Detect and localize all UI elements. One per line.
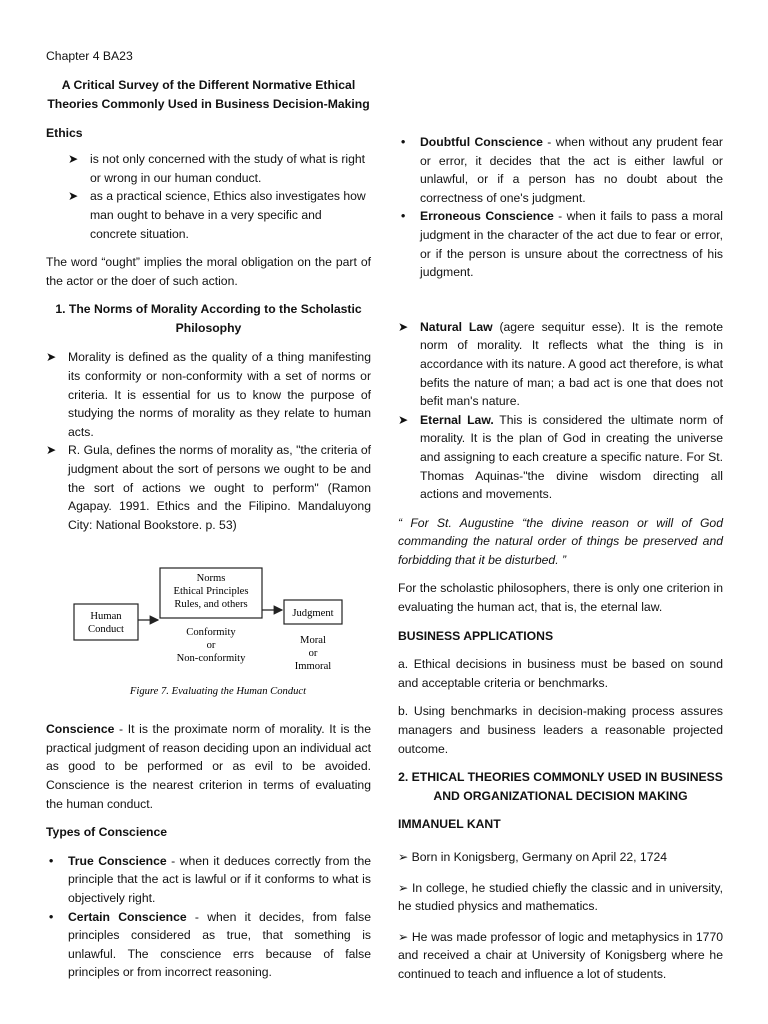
bullet-dot-icon: • bbox=[401, 209, 406, 224]
ethics-bullet: ➤ is not only concerned with the study of what is right or wrong in our human conduct. bbox=[68, 152, 366, 185]
norms-heading: 1. The Norms of Morality According to the Scholastic Philosophy bbox=[55, 302, 362, 336]
fig-human-label: Human bbox=[90, 611, 122, 623]
fig-moral-label: Moral bbox=[300, 635, 326, 647]
title-line-1: A Critical Survey of the Different Normative Ethical bbox=[61, 77, 356, 92]
arrow-bullet-icon: ➤ bbox=[68, 152, 79, 167]
conscience-type-item: • Certain Conscience - when it decides, from false principles considered as true, that something is unlawful. The conscience errs because of false principles or from incorrect reasoning. bbox=[49, 909, 371, 980]
conscience-types-list bbox=[46, 852, 371, 982]
theories-heading: 2. ETHICAL THEORIES COMMONLY USED IN BUSINESS AND ORGANIZATIONAL DECISION MAKING bbox=[398, 770, 723, 803]
arrow-bullet-icon: ➤ bbox=[398, 319, 409, 334]
conscience-type-item: • Erroneous Conscience - when it fails to pass a moral judgment in the character of the act due to fear or error, or if the person is unsure about the correctness of his judgment. bbox=[401, 209, 724, 280]
natural-law-item: ➤ Natural Law (agere sequitur esse). It is the remote norm of morality. It reflects what the thing is in accordance with its nature. A good act therefore, is what befits the nature of man; a bad act is one that does not befit man's nature. bbox=[398, 319, 723, 409]
fig-rules-label: Rules, and others bbox=[174, 599, 248, 611]
kant-fact: ➢ Born in Konigsberg, Germany on April 22, 1724 bbox=[398, 850, 668, 864]
arrow-bullet-icon: ➤ bbox=[46, 443, 57, 458]
conscience-paragraph: Conscience - It is the proximate norm of morality. It is the practical judgment of reason deciding upon an individual act as good to be performed or as evil to be avoided. Conscience is the nearest criterion in terms of evaluating the human conduct. bbox=[46, 722, 371, 811]
fig-nonconformity-label: Non-conformity bbox=[176, 653, 246, 665]
arrowhead-bullet-icon: ➢ bbox=[398, 929, 409, 944]
kant-heading: IMMANUEL KANT bbox=[398, 817, 501, 832]
figure-evaluating-conduct bbox=[68, 560, 368, 710]
laws-list bbox=[398, 318, 723, 504]
arrow-bullet-icon: ➤ bbox=[398, 412, 409, 427]
ethics-bullet: ➤ as a practical science, Ethics also investigates how man ought to behave in a very specific and concrete situation. bbox=[68, 189, 366, 241]
conscience-term: Conscience bbox=[46, 722, 115, 737]
arrowhead-bullet-icon: ➢ bbox=[398, 850, 409, 864]
page-title bbox=[46, 76, 371, 114]
figure-caption: Figure 7. Evaluating the Human Conduct bbox=[129, 686, 307, 698]
ethics-list bbox=[46, 150, 371, 243]
norms-bullet: ➤ Morality is defined as the quality of a thing manifesting its conformity or non-conformity with a set of norms or criteria. It is essential for us to know the purpose of studying the norms of morality as they relate to human acts. bbox=[46, 350, 371, 439]
fig-principles-label: Ethical Principles bbox=[173, 586, 249, 598]
fig-or2-label: or bbox=[308, 648, 318, 660]
business-item-b: b. Using benchmarks in decision-making process assures managers and business leaders a reasonable projected outcome. bbox=[398, 704, 723, 756]
arrow-bullet-icon: ➤ bbox=[68, 189, 79, 204]
arrow-bullet-icon: ➤ bbox=[46, 350, 57, 365]
bullet-dot-icon: • bbox=[49, 909, 54, 924]
left-column bbox=[46, 0, 371, 982]
types-heading: Types of Conscience bbox=[46, 825, 168, 840]
bullet-dot-icon: • bbox=[401, 135, 406, 149]
right-column bbox=[398, 0, 723, 984]
kant-fact: ➢ In college, he studied chiefly the classic and in university, he studied physics and mathematics. bbox=[398, 880, 723, 914]
arrowhead-bullet-icon: ➢ bbox=[398, 880, 409, 895]
norms-bullet: ➤ R. Gula, defines the norms of morality as, "the criteria of judgment about the sort of persons we ought to be and the sort of actions we ought to perform" (Ramon Agapay. 1991. Ethics and the Filipino. Mandaluyong City: National Bookstore. p. 53) bbox=[46, 443, 371, 532]
kant-fact: ➢ He was made professor of logic and metaphysics in 1770 and received a chair at University of Konigsberg where he continued to teach and influence a lot of students. bbox=[398, 929, 723, 981]
fig-judgment-label: Judgment bbox=[292, 608, 334, 620]
fig-immoral-label: Immoral bbox=[294, 661, 332, 673]
fig-conformity-label: Conformity bbox=[186, 627, 236, 639]
conscience-type-item: • Doubtful Conscience - when without any prudent fear or error, it decides that the act is either lawful or unlawful, or if a person has no doubt about the correctness of one's judgment. bbox=[401, 135, 723, 205]
fig-or-label: or bbox=[206, 640, 216, 652]
fig-norms-label: Norms bbox=[196, 573, 226, 585]
conscience-type-item: • True Conscience - when it deduces correctly from the principle that the act is lawful or if it conforms to what is objectively right. bbox=[49, 853, 371, 906]
chapter-label: Chapter 4 BA23 bbox=[46, 49, 133, 63]
business-item-a: a. Ethical decisions in business must be based on sound and acceptable criteria or benchmarks. bbox=[398, 657, 723, 690]
ethics-heading: Ethics bbox=[46, 125, 83, 140]
eternal-law-item: ➤ Eternal Law. This is considered the ultimate norm of morality. It is the plan of God in creating the universe and assigning to each creature a specific nature. For St. Thomas Aquinas-"the divine wisdom directing all actions and movements. bbox=[398, 412, 724, 502]
augustine-quote: “ For St. Augustine “the divine reason or will of God commanding the natural order of things be preserved and forbidding that it be disturbed. ” bbox=[398, 515, 723, 567]
conscience-types-continued bbox=[398, 133, 723, 282]
scholastic-paragraph: For the scholastic philosophers, there is only one criterion in evaluating the human act, that is, the eternal law. bbox=[398, 581, 723, 615]
fig-conduct-label: Conduct bbox=[88, 624, 124, 636]
ought-paragraph: The word “ought” implies the moral obligation on the part of the actor or the doer of such action. bbox=[46, 255, 371, 288]
diagram bbox=[68, 560, 368, 710]
norms-list bbox=[46, 348, 371, 534]
business-heading: BUSINESS APPLICATIONS bbox=[398, 628, 554, 643]
bullet-dot-icon: • bbox=[49, 853, 54, 868]
title-line-2: Theories Commonly Used in Business Decision-Making bbox=[47, 96, 370, 111]
